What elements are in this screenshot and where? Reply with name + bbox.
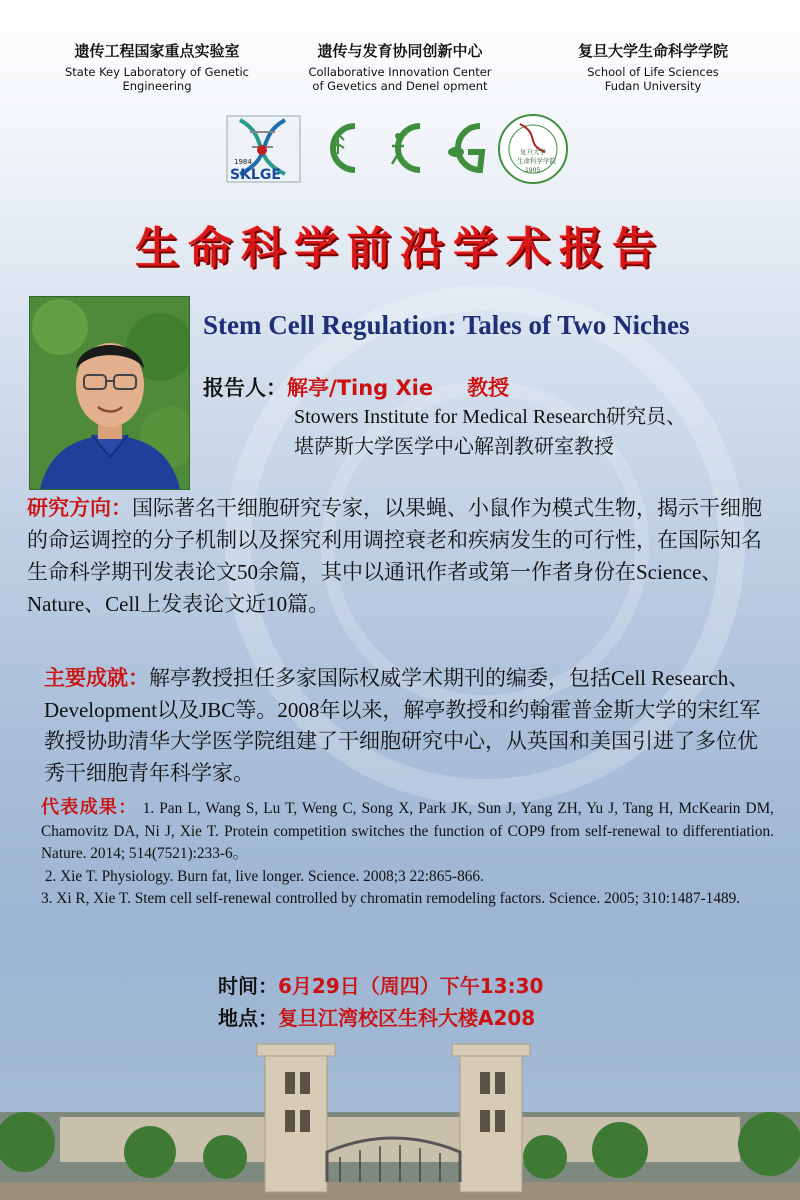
institution-cicgd	[295, 40, 505, 93]
speaker-photo	[29, 296, 190, 490]
research-direction	[27, 492, 772, 620]
event-place	[218, 1002, 543, 1034]
event-info	[218, 970, 543, 1034]
research-label: 研究方向：	[27, 496, 132, 520]
logo-row	[0, 112, 800, 184]
institution-zh: 遗传与发育协同创新中心	[317, 42, 483, 60]
svg-text:1984: 1984	[234, 158, 252, 166]
representative-label: 代表成果：	[41, 797, 138, 818]
research-text: 国际著名干细胞研究专家，以果蝇、小鼠作为模式生物，揭示干细胞的命运调控的分子机制以及探究利用调控衰老和疾病发生的可行性，在国际知名生命科学期刊发表论文50余篇，其中以通讯作者或第一作者身份在Science、Nature、Cell上发表论文近10篇。	[27, 496, 762, 616]
institution-en-line1: School of Life Sciences	[587, 65, 719, 79]
time-value: 6月29日（周四）下午13:30	[278, 974, 544, 998]
institution-zh: 复旦大学生命科学学院	[577, 42, 728, 60]
svg-text:1905: 1905	[525, 167, 541, 174]
institution-en-line1: Collaborative Innovation Center	[308, 65, 492, 79]
svg-text:生命科学学院: 生命科学学院	[517, 157, 556, 165]
reference-item: 3. Xi R, Xie T. Stem cell self-renewal controlled by chromatin remodeling factors. Science. 2005; 310:1487-1489.	[41, 890, 741, 907]
svg-text:SKLGE: SKLGE	[230, 167, 281, 183]
campus-building-image	[0, 1032, 800, 1200]
time-label: 时间：	[218, 974, 278, 998]
institution-zh: 遗传工程国家重点实验室	[74, 42, 240, 60]
main-title: 生命科学前沿学术报告	[135, 223, 665, 274]
talk-title: Stem Cell Regulation: Tales of Two Niches	[203, 310, 690, 340]
main-achievements	[44, 663, 774, 789]
event-time	[218, 970, 543, 1002]
institution-en	[295, 65, 505, 93]
institution-en-line2: of Gevetics and Denel opment	[312, 79, 488, 93]
cicgd-logo	[332, 126, 482, 170]
institution-en-line2: Fudan University	[604, 79, 702, 93]
speaker-affiliation-1: Stowers Institute for Medical Research研究员、	[294, 406, 687, 428]
speaker-affiliation-2: 堪萨斯大学医学中心解剖教研室教授	[294, 436, 614, 458]
institution-en-line1: State Key Laboratory of Genetic	[64, 65, 250, 79]
institution-en	[52, 65, 262, 93]
speaker-line	[203, 372, 509, 402]
representative-results	[41, 797, 774, 911]
sklge-logo	[227, 116, 300, 183]
speaker-name: 解亭/Ting Xie	[287, 376, 434, 400]
achievements-text: 解亭教授担任多家国际权威学术期刊的编委，包括Cell Research、Development以及JBC等。2008年以来，解亭教授和约翰霍普金斯大学的宋红军教授协助清华大学医学院组建了干细胞研究中心，从英国和美国引进了多位优秀干细胞青年科学家。	[44, 666, 761, 785]
achievements-label: 主要成就：	[44, 666, 149, 690]
place-label: 地点：	[218, 1006, 278, 1030]
speaker-label: 报告人：	[203, 376, 287, 400]
reference-item: 2. Xie T. Physiology. Burn fat, live longer. Science. 2008;3 22:865-866.	[44, 867, 484, 885]
institution-fudan-sls	[548, 40, 758, 93]
institution-sklge	[52, 40, 262, 93]
reference-item: 1. Pan L, Wang S, Lu T, Weng C, Song X, Park JK, Sun J, Yang ZH, Yu J, Tang H, McKearin DM, Chamovitz DA, Ni J, Xie T. Protein competition switches the function of COP9 from self-renewal to differentiation. Nature. 2014; 514(7521):233-6。	[41, 800, 775, 862]
svg-text:复旦大学: 复旦大学	[520, 148, 546, 156]
speaker-title: 教授	[467, 376, 510, 400]
institution-en-line2: Engineering	[122, 79, 192, 93]
place-value: 复旦江湾校区生科大楼A208	[278, 1006, 536, 1030]
fudan-sls-logo	[499, 115, 567, 183]
institution-en	[548, 65, 758, 93]
